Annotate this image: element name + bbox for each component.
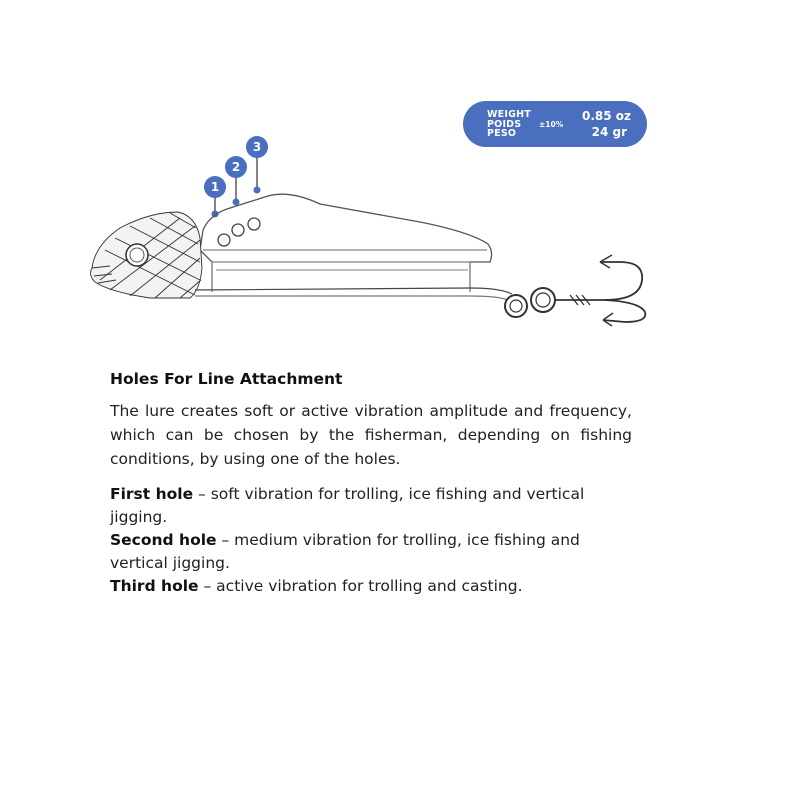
treble-hook bbox=[555, 255, 645, 326]
hole-marker-2: 2 bbox=[225, 156, 247, 178]
hole-marker-1: 1 bbox=[204, 176, 226, 198]
section-heading: Holes For Line Attachment bbox=[110, 370, 343, 388]
hole-list bbox=[110, 483, 632, 598]
list-item bbox=[110, 529, 632, 575]
pointer-dot-2 bbox=[233, 199, 240, 206]
weight-oz: 0.85 oz bbox=[581, 109, 631, 123]
item-label: Second hole bbox=[110, 531, 217, 549]
item-label: First hole bbox=[110, 485, 194, 503]
description-block bbox=[110, 370, 632, 598]
item-text: – medium vibration for trolling, ice fishing and vertical jigging. bbox=[110, 531, 580, 572]
poids-label: POIDS bbox=[487, 118, 522, 130]
weight-label: WEIGHT bbox=[487, 109, 531, 120]
description-paragraph: The lure creates soft or active vibration amplitude and frequency, which can be chosen by the fisherman, depending on fishing conditions, by using one of the holes. bbox=[110, 402, 632, 468]
tolerance: ±10% bbox=[539, 120, 564, 129]
item-text: – soft vibration for trolling, ice fishing and vertical jigging. bbox=[110, 485, 585, 526]
item-text: – active vibration for trolling and casting. bbox=[198, 577, 523, 595]
weight-gr: 24 gr bbox=[591, 125, 627, 139]
list-item bbox=[110, 575, 632, 598]
peso-label: PESO bbox=[487, 128, 517, 139]
lure-blade bbox=[200, 194, 492, 292]
list-item bbox=[110, 483, 632, 529]
fish-head bbox=[91, 212, 202, 298]
pointer-dot-3 bbox=[254, 187, 261, 194]
split-rings bbox=[505, 288, 555, 317]
lure-wire bbox=[195, 288, 512, 294]
hole-marker-3: 3 bbox=[246, 136, 268, 158]
lure-holes bbox=[218, 218, 260, 246]
item-label: Third hole bbox=[110, 577, 199, 595]
lure-diagram bbox=[0, 0, 802, 360]
